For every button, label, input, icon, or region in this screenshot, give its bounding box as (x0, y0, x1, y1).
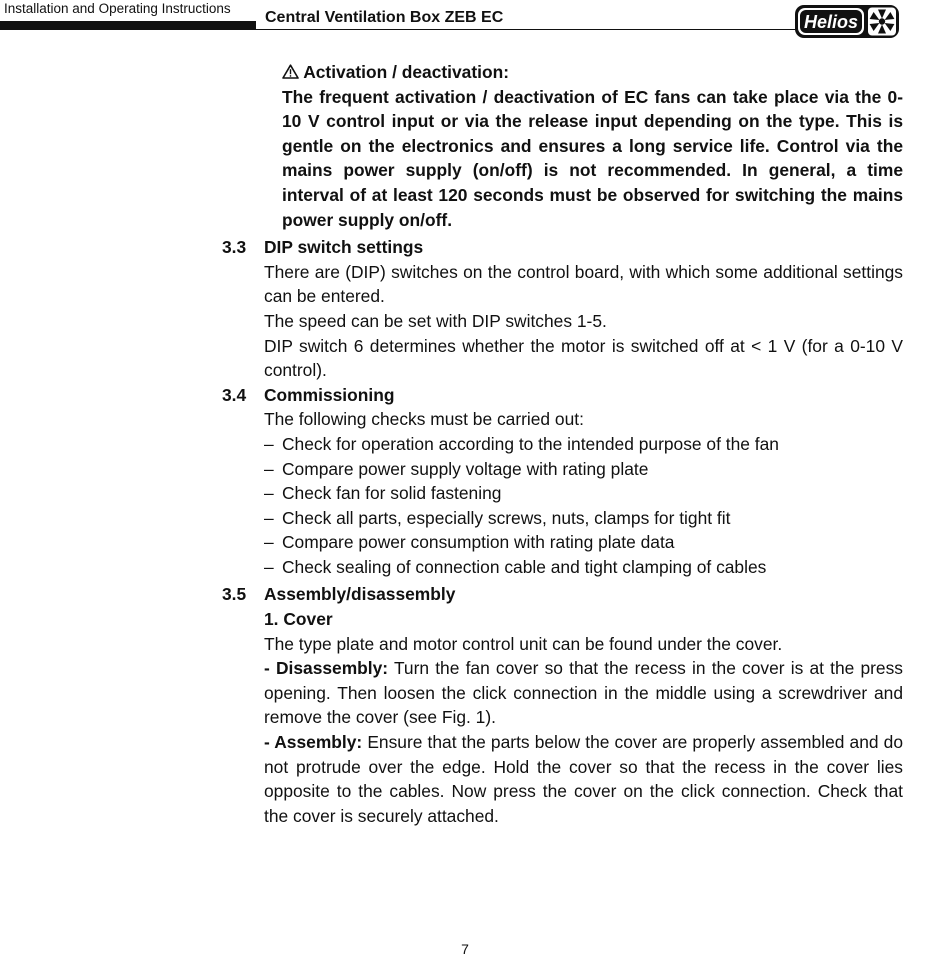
disassembly-para (264, 656, 903, 730)
fan-icon (868, 8, 896, 36)
dip-para-2: The speed can be set with DIP switches 1-5. (264, 310, 607, 331)
list-item: – Check for operation according to the intended purpose of the fan (264, 433, 779, 454)
assembly-para (264, 730, 903, 828)
section-3-5-heading (222, 582, 903, 607)
logo-wordmark: Helios (803, 12, 859, 32)
section-3-3-heading (222, 235, 903, 260)
page-content (222, 60, 903, 828)
commissioning-intro: The following checks must be carried out: (264, 409, 584, 430)
header-rule (256, 29, 802, 30)
section-number: 3.4 (222, 384, 247, 405)
doc-type-label: Installation and Operating Instructions (4, 1, 231, 16)
assembly-text: Ensure that the parts below the cover are properly assembled and do not protrude over the edge. Hold the cover so that the recess in the cover lies opposite to the cables. Now press the cover on the click connection. Check that the cover is securely attached. (264, 732, 903, 826)
warning-title: Activation / deactivation: (303, 62, 510, 82)
assembly-label: - Assembly: (264, 732, 363, 753)
section-number: 3.3 (222, 237, 247, 258)
warning-title-row (282, 60, 903, 85)
section-number: 3.5 (222, 584, 247, 605)
warning-text: The frequent activation / deactivation of EC fans can take place via the 0-10 V control input or via the release input depending on the type. This is gentle on the electronics and ensures a long service life. Control via the mains power supply (on/off) is not recommended. In general, a time interval of at least 120 seconds must be observed for switching the mains power supply on/off. (282, 86, 903, 230)
section-title: DIP switch settings (264, 237, 424, 258)
subsection-title: 1. Cover (264, 609, 333, 630)
page-number: 7 (461, 941, 469, 957)
dip-para-3: DIP switch 6 determines whether the motor is switched off at < 1 V (for a 0-10 V control). (264, 335, 903, 381)
disassembly-text: Turn the fan cover so that the recess in the cover is at the press opening. Then loosen the click connection in the middle using a screwdriver and remove the cover (see Fig. 1). (264, 658, 903, 728)
section-3-4-heading (222, 383, 903, 408)
helios-logo (794, 4, 900, 39)
disassembly-label: - Disassembly: (264, 658, 389, 679)
header-bar (0, 21, 256, 30)
list-item: – Check all parts, especially screws, nuts, clamps for tight fit (264, 507, 731, 528)
document-title: Central Ventilation Box ZEB EC (265, 9, 504, 26)
list-item: – Compare power consumption with rating plate data (264, 532, 675, 553)
warning-note (282, 60, 903, 232)
dip-para-1: There are (DIP) switches on the control board, with which some additional settings can be entered. (264, 261, 903, 307)
list-item: – Check fan for solid fastening (264, 483, 502, 504)
list-item: – Compare power supply voltage with rating plate (264, 458, 649, 479)
section-title: Assembly/disassembly (264, 584, 456, 605)
commissioning-checklist (264, 432, 903, 580)
section-title: Commissioning (264, 384, 395, 405)
warning-triangle-icon (282, 62, 303, 82)
list-item: – Check sealing of connection cable and tight clamping of cables (264, 556, 767, 577)
cover-para: The type plate and motor control unit can be found under the cover. (264, 633, 783, 654)
